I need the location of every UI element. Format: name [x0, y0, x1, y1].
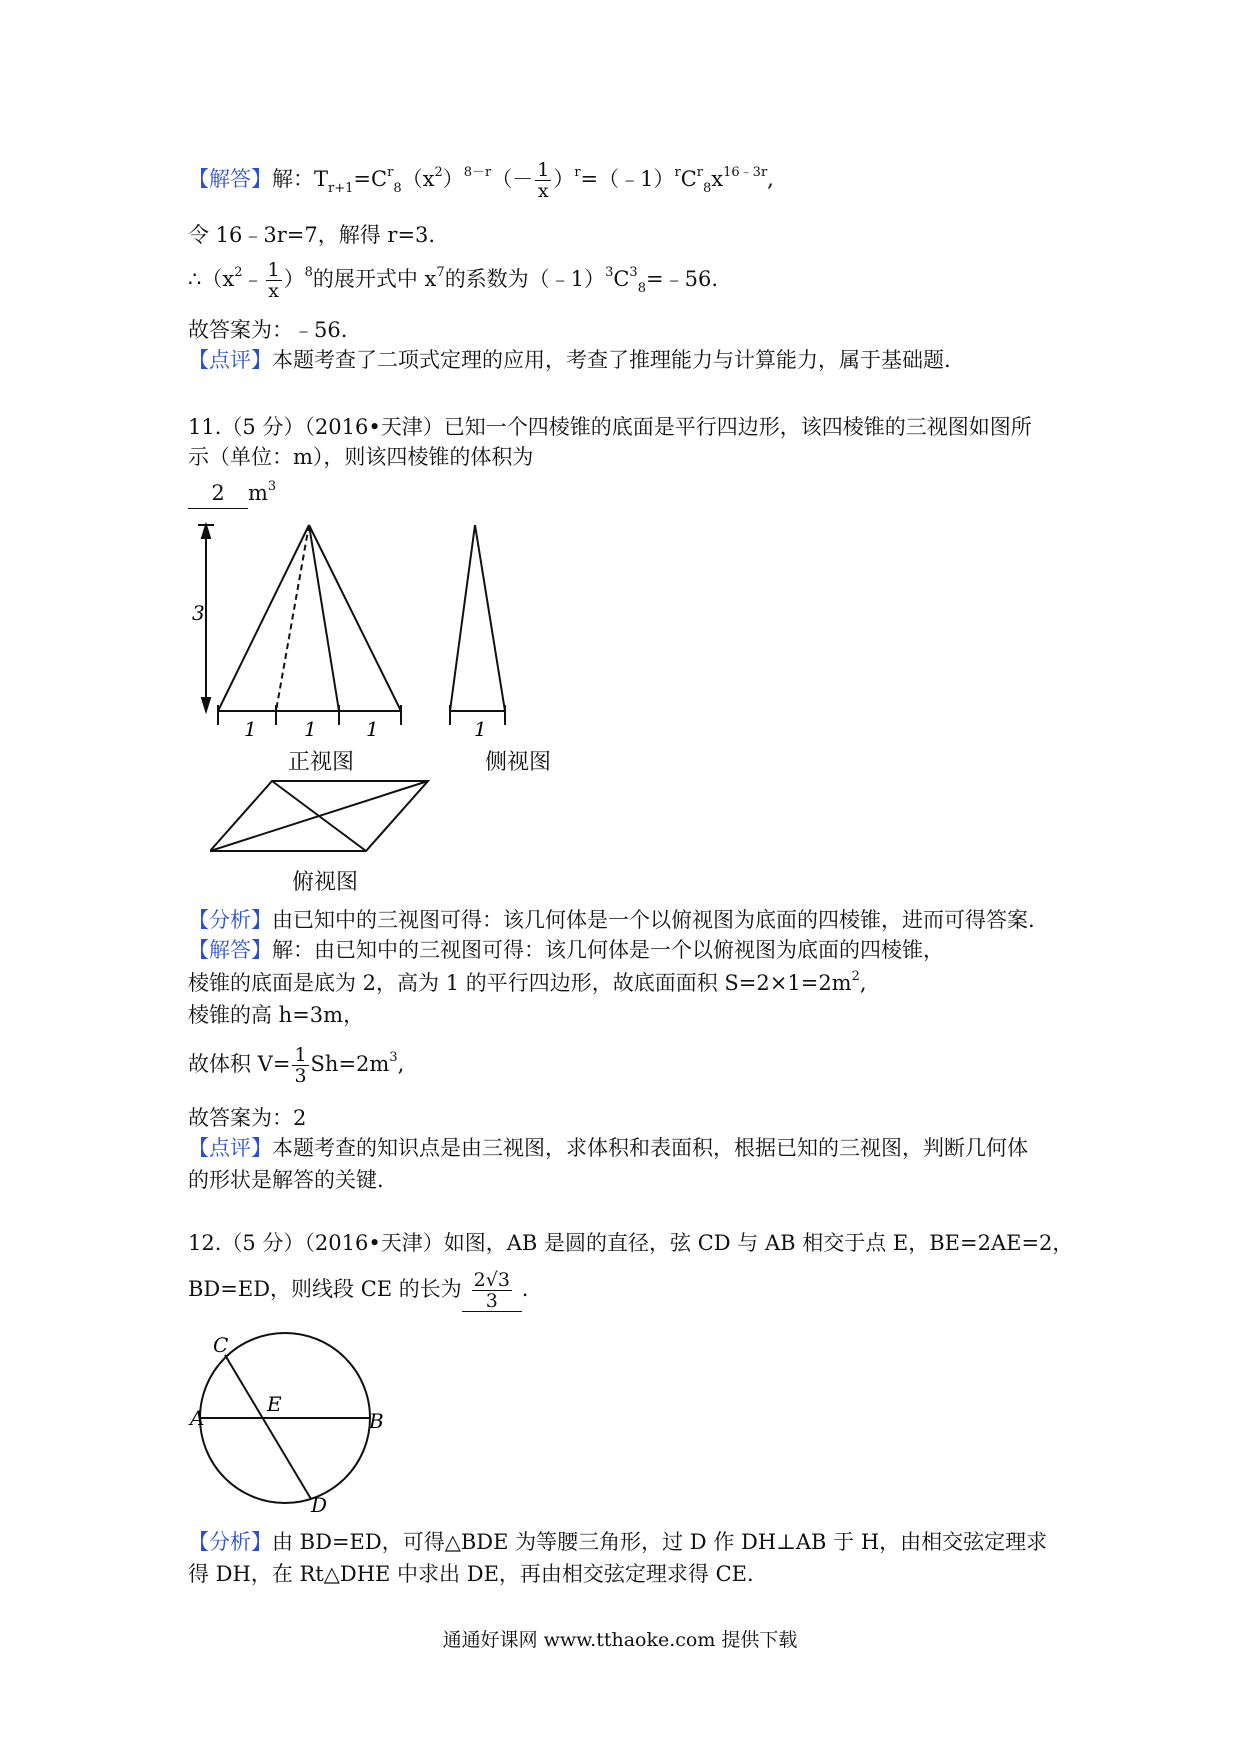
q11-solution-line4: 故体积 V= $\frac{1}{3}$ $Sh=2m^3$,: [188, 1044, 405, 1087]
binomial-term: $C^r_8(x^2)^{8-r}(-$ $\frac{1}{x}$ ）$^r=(﹣1)^rC^r_8x^{16﹣3r}$,: [371, 159, 774, 202]
q11-stem-line2: 示（单位：m），则该四棱锥的体积为: [188, 445, 534, 469]
dim-height-label: 3: [192, 601, 205, 625]
q11-answer: 故答案为：2: [188, 1106, 307, 1130]
q12-analysis-line1: 【分析】由 BD=ED，可得△BDE 为等腰三角形，过 D 作 DH⊥AB 于 H，由相交弦定理求: [188, 1530, 1048, 1554]
q11-solution-line3: 棱锥的高 h=3m，: [188, 1003, 365, 1027]
q10-step2: 令 16﹣3r=7，解得 r=3.: [188, 223, 436, 247]
q10-answer: 故答案为：﹣56.: [188, 318, 348, 342]
q12-analysis-line2: 得 DH，在 Rt△DHE 中求出 DE，再由相交弦定理求得 CE.: [188, 1562, 754, 1586]
dim-front-1b: 1: [304, 717, 317, 741]
front-view: [198, 525, 401, 725]
top-view-label: 俯视图: [292, 870, 359, 895]
jieda-text: 解：T: [272, 167, 329, 191]
q12-answer-blank: $\frac{2√3}{3}$: [462, 1270, 522, 1312]
label-A: A: [190, 1406, 205, 1430]
label-C: C: [213, 1333, 229, 1357]
three-view-figure: [180, 510, 580, 760]
dim-front-1a: 1: [244, 717, 257, 741]
dim-side-1: 1: [474, 717, 487, 741]
q10-comment: 【点评】本题考查了二项式定理的应用，考查了推理能力与计算能力，属于基础题.: [188, 348, 951, 372]
dim-front-1c: 1: [366, 717, 379, 741]
q11-solution-line1: 【解答】解：由已知中的三视图可得：该几何体是一个以俯视图为底面的四棱锥，: [188, 938, 944, 962]
q11-comment-line1: 【点评】本题考查的知识点是由三视图，求体积和表面积，根据已知的三视图，判断几何体: [188, 1136, 1028, 1160]
label-E: E: [267, 1392, 282, 1416]
q11-comment-line2: 的形状是解答的关键.: [188, 1168, 384, 1192]
q12-stem-line2: BD=ED，则线段 CE 的长为 $\frac{2√3}{3}$ .: [188, 1269, 529, 1312]
side-view: [450, 525, 505, 725]
q12-stem-line1: 12.（5 分）（2016•天津）如图，AB 是圆的直径，弦 CD 与 AB 相交于点 E，BE=2AE=2，: [188, 1231, 1074, 1255]
q11-solution-line2: 棱锥的底面是底为 2，高为 1 的平行四边形，故底面面积 $S=2\times 1=2m^2$,: [188, 969, 867, 995]
page-footer: 通通好课网 www.tthaoke.com 提供下载: [442, 1629, 798, 1651]
q11-blank: 2 $m^3$: [188, 478, 276, 512]
q11-analysis: 【分析】由已知中的三视图可得：该几何体是一个以俯视图为底面的四棱锥，进而可得答案.: [188, 908, 1035, 932]
label-B: B: [369, 1409, 384, 1433]
side-view-label: 侧视图: [485, 750, 552, 775]
circle-figure: [185, 1332, 385, 1512]
top-view-figure: [210, 778, 450, 858]
q10-solution-line: 【解答】解：$T_{r+1}=C^r_8(x^2)^{8-r}(-$ $\frac{1}{x}$ ）$^r=(﹣1)^rC^r_8x^{16﹣3r}$,: [188, 159, 774, 202]
q11-stem-line1: 11.（5 分）（2016•天津）已知一个四棱锥的底面是平行四边形，该四棱锥的三视图如图所: [188, 415, 1032, 439]
jieda-tag: 【解答】: [188, 167, 272, 191]
front-view-label: 正视图: [288, 750, 355, 775]
q10-step3: $\therefore(x^2﹣$ $\frac{1}{x}$ ）$^8$的展开式中 $x^7$的系数为$(﹣1)^3C^3_8=﹣56$.: [188, 259, 718, 302]
label-D: D: [311, 1493, 328, 1512]
q11-answer-blank: 2: [188, 478, 248, 509]
